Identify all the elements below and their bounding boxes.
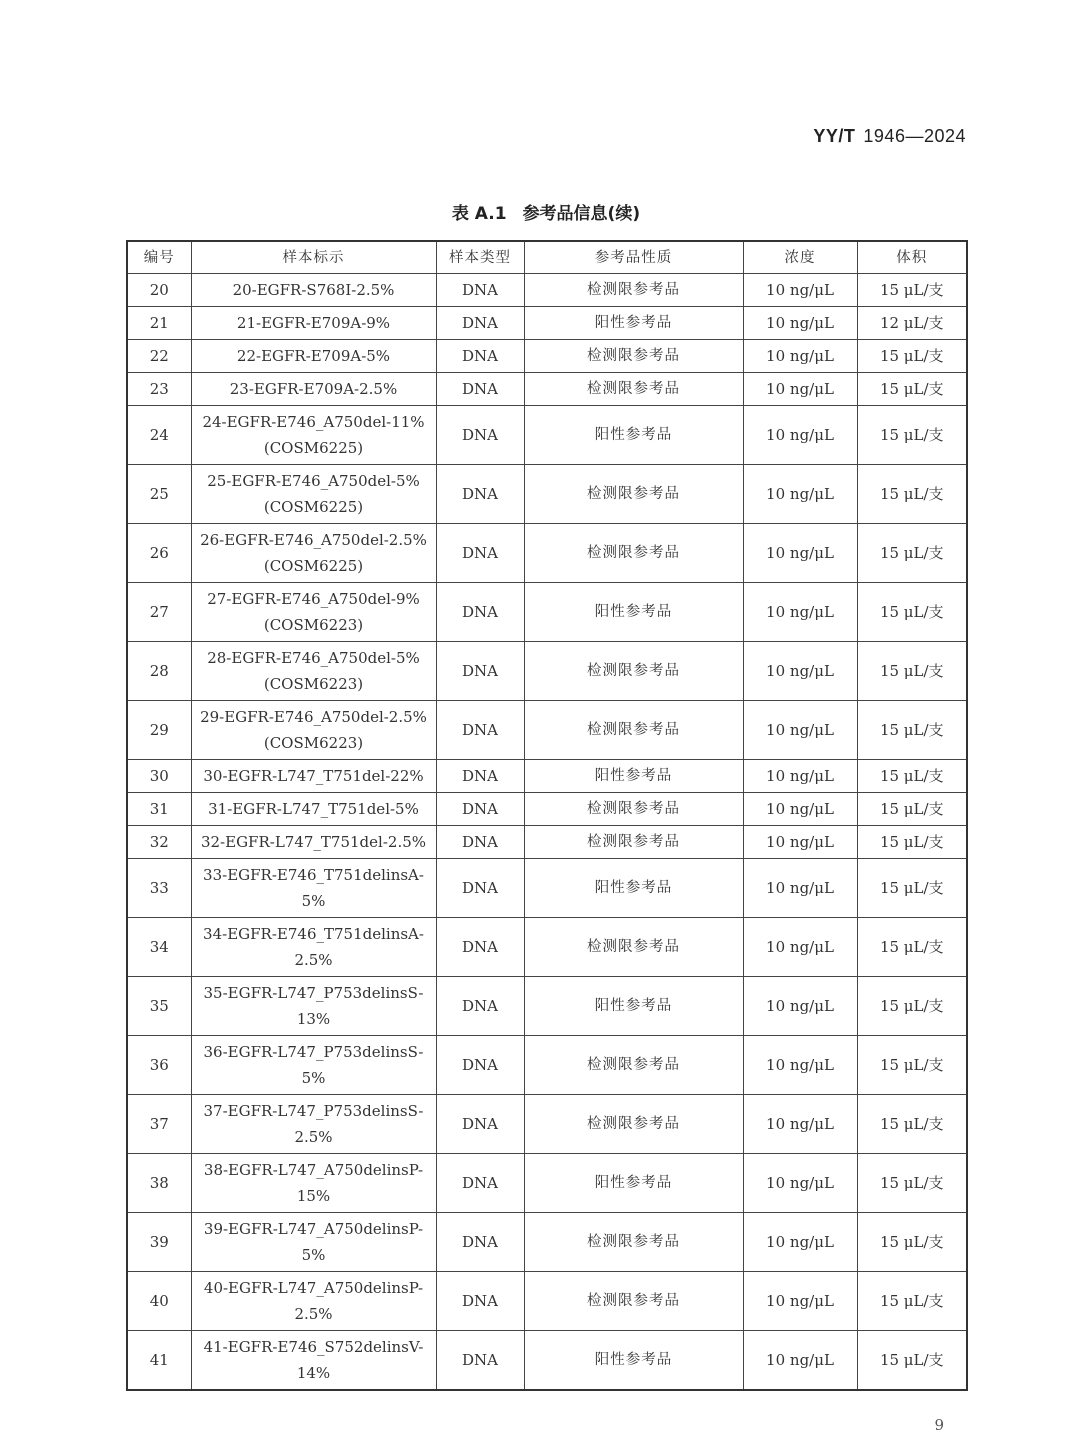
cell-sample-label [191,701,436,760]
cell-id: 36 [127,1036,191,1095]
cell-sample-type: DNA [436,1036,524,1095]
cell-nature: 检测限参考品 [524,918,743,977]
cell-nature: 检测限参考品 [524,340,743,373]
sample-label-line-2: (COSM6225) [263,498,364,516]
cell-id: 39 [127,1213,191,1272]
cell-nature: 检测限参考品 [524,793,743,826]
sample-label-line-1: 30-EGFR-L747_T751del-22% [203,767,424,785]
cell-concentration: 10 ng/μL [743,373,857,406]
table-row [127,373,967,406]
cell-id: 35 [127,977,191,1036]
cell-concentration: 10 ng/μL [743,1331,857,1391]
cell-nature: 阳性参考品 [524,406,743,465]
cell-concentration: 10 ng/μL [743,859,857,918]
table-row [127,583,967,642]
table-row [127,1154,967,1213]
table-header-row [127,241,967,274]
table-row [127,340,967,373]
sample-label-line-2: (COSM6223) [263,616,364,634]
cell-id: 24 [127,406,191,465]
cell-volume: 15 μL/支 [857,1331,967,1391]
sample-label-line-1: 21-EGFR-E709A-9% [236,314,391,332]
sample-label-line-1: 22-EGFR-E709A-5% [236,347,391,365]
column-header-sample-type: 样本类型 [436,241,524,274]
cell-sample-type: DNA [436,465,524,524]
table-body [127,274,967,1391]
table-row [127,826,967,859]
cell-sample-label [191,1036,436,1095]
cell-volume: 15 μL/支 [857,583,967,642]
cell-sample-type: DNA [436,524,524,583]
cell-volume: 12 μL/支 [857,307,967,340]
cell-nature: 阳性参考品 [524,977,743,1036]
table-title [0,199,1080,224]
cell-volume: 15 μL/支 [857,406,967,465]
cell-volume: 15 μL/支 [857,373,967,406]
cell-volume: 15 μL/支 [857,859,967,918]
cell-id: 25 [127,465,191,524]
sample-label-line-1: 35-EGFR-L747_P753delinsS- [203,984,424,1002]
cell-id: 28 [127,642,191,701]
cell-sample-label [191,1272,436,1331]
cell-sample-label [191,1213,436,1272]
sample-label-line-1: 28-EGFR-E746_A750del-5% [207,649,420,667]
cell-sample-type: DNA [436,977,524,1036]
cell-sample-label [191,793,436,826]
standard-number: 1946—2024 [863,126,966,146]
table-row [127,1331,967,1391]
cell-volume: 15 μL/支 [857,642,967,701]
cell-nature: 检测限参考品 [524,465,743,524]
sample-label-line-1: 38-EGFR-L747_A750delinsP- [203,1161,424,1179]
cell-sample-type: DNA [436,583,524,642]
cell-sample-type: DNA [436,1331,524,1391]
cell-sample-label [191,406,436,465]
sample-label-line-2: (COSM6225) [263,439,364,457]
cell-volume: 15 μL/支 [857,1272,967,1331]
table-row [127,406,967,465]
column-header-nature: 参考品性质 [524,241,743,274]
column-header-id: 编号 [127,241,191,274]
cell-volume: 15 μL/支 [857,274,967,307]
cell-id: 27 [127,583,191,642]
cell-sample-label [191,583,436,642]
reference-material-table [126,240,968,1391]
sample-label-line-1: 33-EGFR-E746_T751delinsA- [203,866,424,884]
cell-volume: 15 μL/支 [857,793,967,826]
cell-sample-label [191,1331,436,1391]
table-number: 表 A.1 [451,204,507,224]
cell-id: 38 [127,1154,191,1213]
table-row [127,465,967,524]
cell-id: 22 [127,340,191,373]
cell-nature: 检测限参考品 [524,373,743,406]
cell-sample-type: DNA [436,760,524,793]
cell-sample-label [191,465,436,524]
cell-concentration: 10 ng/μL [743,307,857,340]
cell-sample-type: DNA [436,859,524,918]
cell-volume: 15 μL/支 [857,826,967,859]
table-caption: 参考品信息(续) [522,204,641,224]
sample-label-line-1: 36-EGFR-L747_P753delinsS- [203,1043,424,1061]
cell-id: 37 [127,1095,191,1154]
cell-id: 34 [127,918,191,977]
cell-id: 26 [127,524,191,583]
cell-nature: 阳性参考品 [524,307,743,340]
sample-label-line-1: 20-EGFR-S768I-2.5% [232,281,395,299]
sample-label-line-1: 24-EGFR-E746_A750del-11% [202,413,425,431]
cell-nature: 检测限参考品 [524,1272,743,1331]
cell-sample-label [191,340,436,373]
cell-id: 20 [127,274,191,307]
cell-volume: 15 μL/支 [857,918,967,977]
cell-sample-label [191,307,436,340]
cell-volume: 15 μL/支 [857,701,967,760]
cell-nature: 检测限参考品 [524,524,743,583]
cell-volume: 15 μL/支 [857,1154,967,1213]
cell-sample-label [191,373,436,406]
table-row [127,1272,967,1331]
cell-id: 30 [127,760,191,793]
cell-nature: 阳性参考品 [524,1331,743,1391]
cell-nature: 检测限参考品 [524,701,743,760]
cell-nature: 检测限参考品 [524,826,743,859]
column-header-sample-label: 样本标示 [191,241,436,274]
table-row [127,1095,967,1154]
cell-volume: 15 μL/支 [857,760,967,793]
cell-nature: 阳性参考品 [524,760,743,793]
cell-concentration: 10 ng/μL [743,1272,857,1331]
table-row [127,918,967,977]
table-row [127,642,967,701]
cell-concentration: 10 ng/μL [743,826,857,859]
cell-sample-label [191,1095,436,1154]
cell-nature: 检测限参考品 [524,642,743,701]
sample-label-line-2: 2.5% [294,1305,333,1323]
cell-concentration: 10 ng/μL [743,793,857,826]
sample-label-line-2: 2.5% [294,1128,333,1146]
cell-sample-type: DNA [436,340,524,373]
cell-concentration: 10 ng/μL [743,918,857,977]
cell-nature: 检测限参考品 [524,1036,743,1095]
table-row [127,793,967,826]
cell-concentration: 10 ng/μL [743,642,857,701]
cell-volume: 15 μL/支 [857,1036,967,1095]
cell-concentration: 10 ng/μL [743,1213,857,1272]
table-row [127,977,967,1036]
cell-concentration: 10 ng/μL [743,583,857,642]
cell-sample-type: DNA [436,307,524,340]
cell-sample-type: DNA [436,406,524,465]
sample-label-line-1: 34-EGFR-E746_T751delinsA- [203,925,424,943]
cell-volume: 15 μL/支 [857,465,967,524]
table-row [127,524,967,583]
cell-sample-label [191,977,436,1036]
sample-label-line-1: 27-EGFR-E746_A750del-9% [207,590,420,608]
sample-label-line-1: 23-EGFR-E709A-2.5% [229,380,398,398]
cell-sample-type: DNA [436,642,524,701]
cell-sample-type: DNA [436,373,524,406]
cell-id: 33 [127,859,191,918]
sample-label-line-1: 29-EGFR-E746_A750del-2.5% [200,708,427,726]
sample-label-line-2: 2.5% [294,951,333,969]
cell-id: 31 [127,793,191,826]
sample-label-line-2: 5% [301,892,326,910]
cell-sample-type: DNA [436,826,524,859]
cell-sample-label [191,642,436,701]
cell-concentration: 10 ng/μL [743,1095,857,1154]
sample-label-line-1: 40-EGFR-L747_A750delinsP- [203,1279,424,1297]
cell-concentration: 10 ng/μL [743,406,857,465]
table-row [127,307,967,340]
cell-concentration: 10 ng/μL [743,977,857,1036]
cell-nature: 阳性参考品 [524,583,743,642]
cell-concentration: 10 ng/μL [743,701,857,760]
table-row [127,1213,967,1272]
cell-volume: 15 μL/支 [857,1095,967,1154]
sample-label-line-1: 41-EGFR-E746_S752delinsV- [203,1338,424,1356]
cell-id: 23 [127,373,191,406]
cell-sample-label [191,918,436,977]
sample-label-line-2: (COSM6223) [263,675,364,693]
cell-volume: 15 μL/支 [857,1213,967,1272]
cell-sample-type: DNA [436,1154,524,1213]
cell-nature: 检测限参考品 [524,1095,743,1154]
table-row [127,859,967,918]
cell-volume: 15 μL/支 [857,977,967,1036]
cell-nature: 检测限参考品 [524,274,743,307]
sample-label-line-2: (COSM6223) [263,734,364,752]
cell-sample-label [191,826,436,859]
sample-label-line-1: 31-EGFR-L747_T751del-5% [208,800,419,818]
cell-sample-label [191,859,436,918]
cell-sample-type: DNA [436,1272,524,1331]
table-row [127,760,967,793]
table-row [127,701,967,760]
cell-concentration: 10 ng/μL [743,1036,857,1095]
sample-label-line-2: 5% [301,1246,326,1264]
cell-concentration: 10 ng/μL [743,1154,857,1213]
sample-label-line-1: 25-EGFR-E746_A750del-5% [207,472,420,490]
sample-label-line-1: 32-EGFR-L747_T751del-2.5% [200,833,427,851]
cell-sample-label [191,1154,436,1213]
sample-label-line-1: 37-EGFR-L747_P753delinsS- [203,1102,424,1120]
cell-concentration: 10 ng/μL [743,274,857,307]
sample-label-line-2: 13% [296,1010,331,1028]
document-standard-code [813,126,966,147]
cell-nature: 阳性参考品 [524,859,743,918]
cell-nature: 阳性参考品 [524,1154,743,1213]
sample-label-line-1: 39-EGFR-L747_A750delinsP- [203,1220,424,1238]
cell-id: 29 [127,701,191,760]
cell-concentration: 10 ng/μL [743,465,857,524]
sample-label-line-2: 15% [296,1187,331,1205]
cell-concentration: 10 ng/μL [743,524,857,583]
cell-id: 21 [127,307,191,340]
sample-label-line-2: 5% [301,1069,326,1087]
cell-volume: 15 μL/支 [857,524,967,583]
column-header-concentration: 浓度 [743,241,857,274]
sample-label-line-1: 26-EGFR-E746_A750del-2.5% [200,531,427,549]
cell-id: 32 [127,826,191,859]
standard-prefix: YY/T [813,126,856,146]
cell-sample-label [191,524,436,583]
cell-concentration: 10 ng/μL [743,760,857,793]
cell-sample-type: DNA [436,793,524,826]
cell-id: 41 [127,1331,191,1391]
cell-nature: 检测限参考品 [524,1213,743,1272]
table-row [127,274,967,307]
cell-sample-type: DNA [436,701,524,760]
cell-id: 40 [127,1272,191,1331]
sample-label-line-2: (COSM6225) [263,557,364,575]
column-header-volume: 体积 [857,241,967,274]
cell-sample-type: DNA [436,274,524,307]
cell-concentration: 10 ng/μL [743,340,857,373]
cell-volume: 15 μL/支 [857,340,967,373]
table-row [127,1036,967,1095]
cell-sample-label [191,760,436,793]
page-number: 9 [934,1416,944,1434]
sample-label-line-2: 14% [296,1364,331,1382]
cell-sample-type: DNA [436,918,524,977]
cell-sample-label [191,274,436,307]
cell-sample-type: DNA [436,1095,524,1154]
cell-sample-type: DNA [436,1213,524,1272]
